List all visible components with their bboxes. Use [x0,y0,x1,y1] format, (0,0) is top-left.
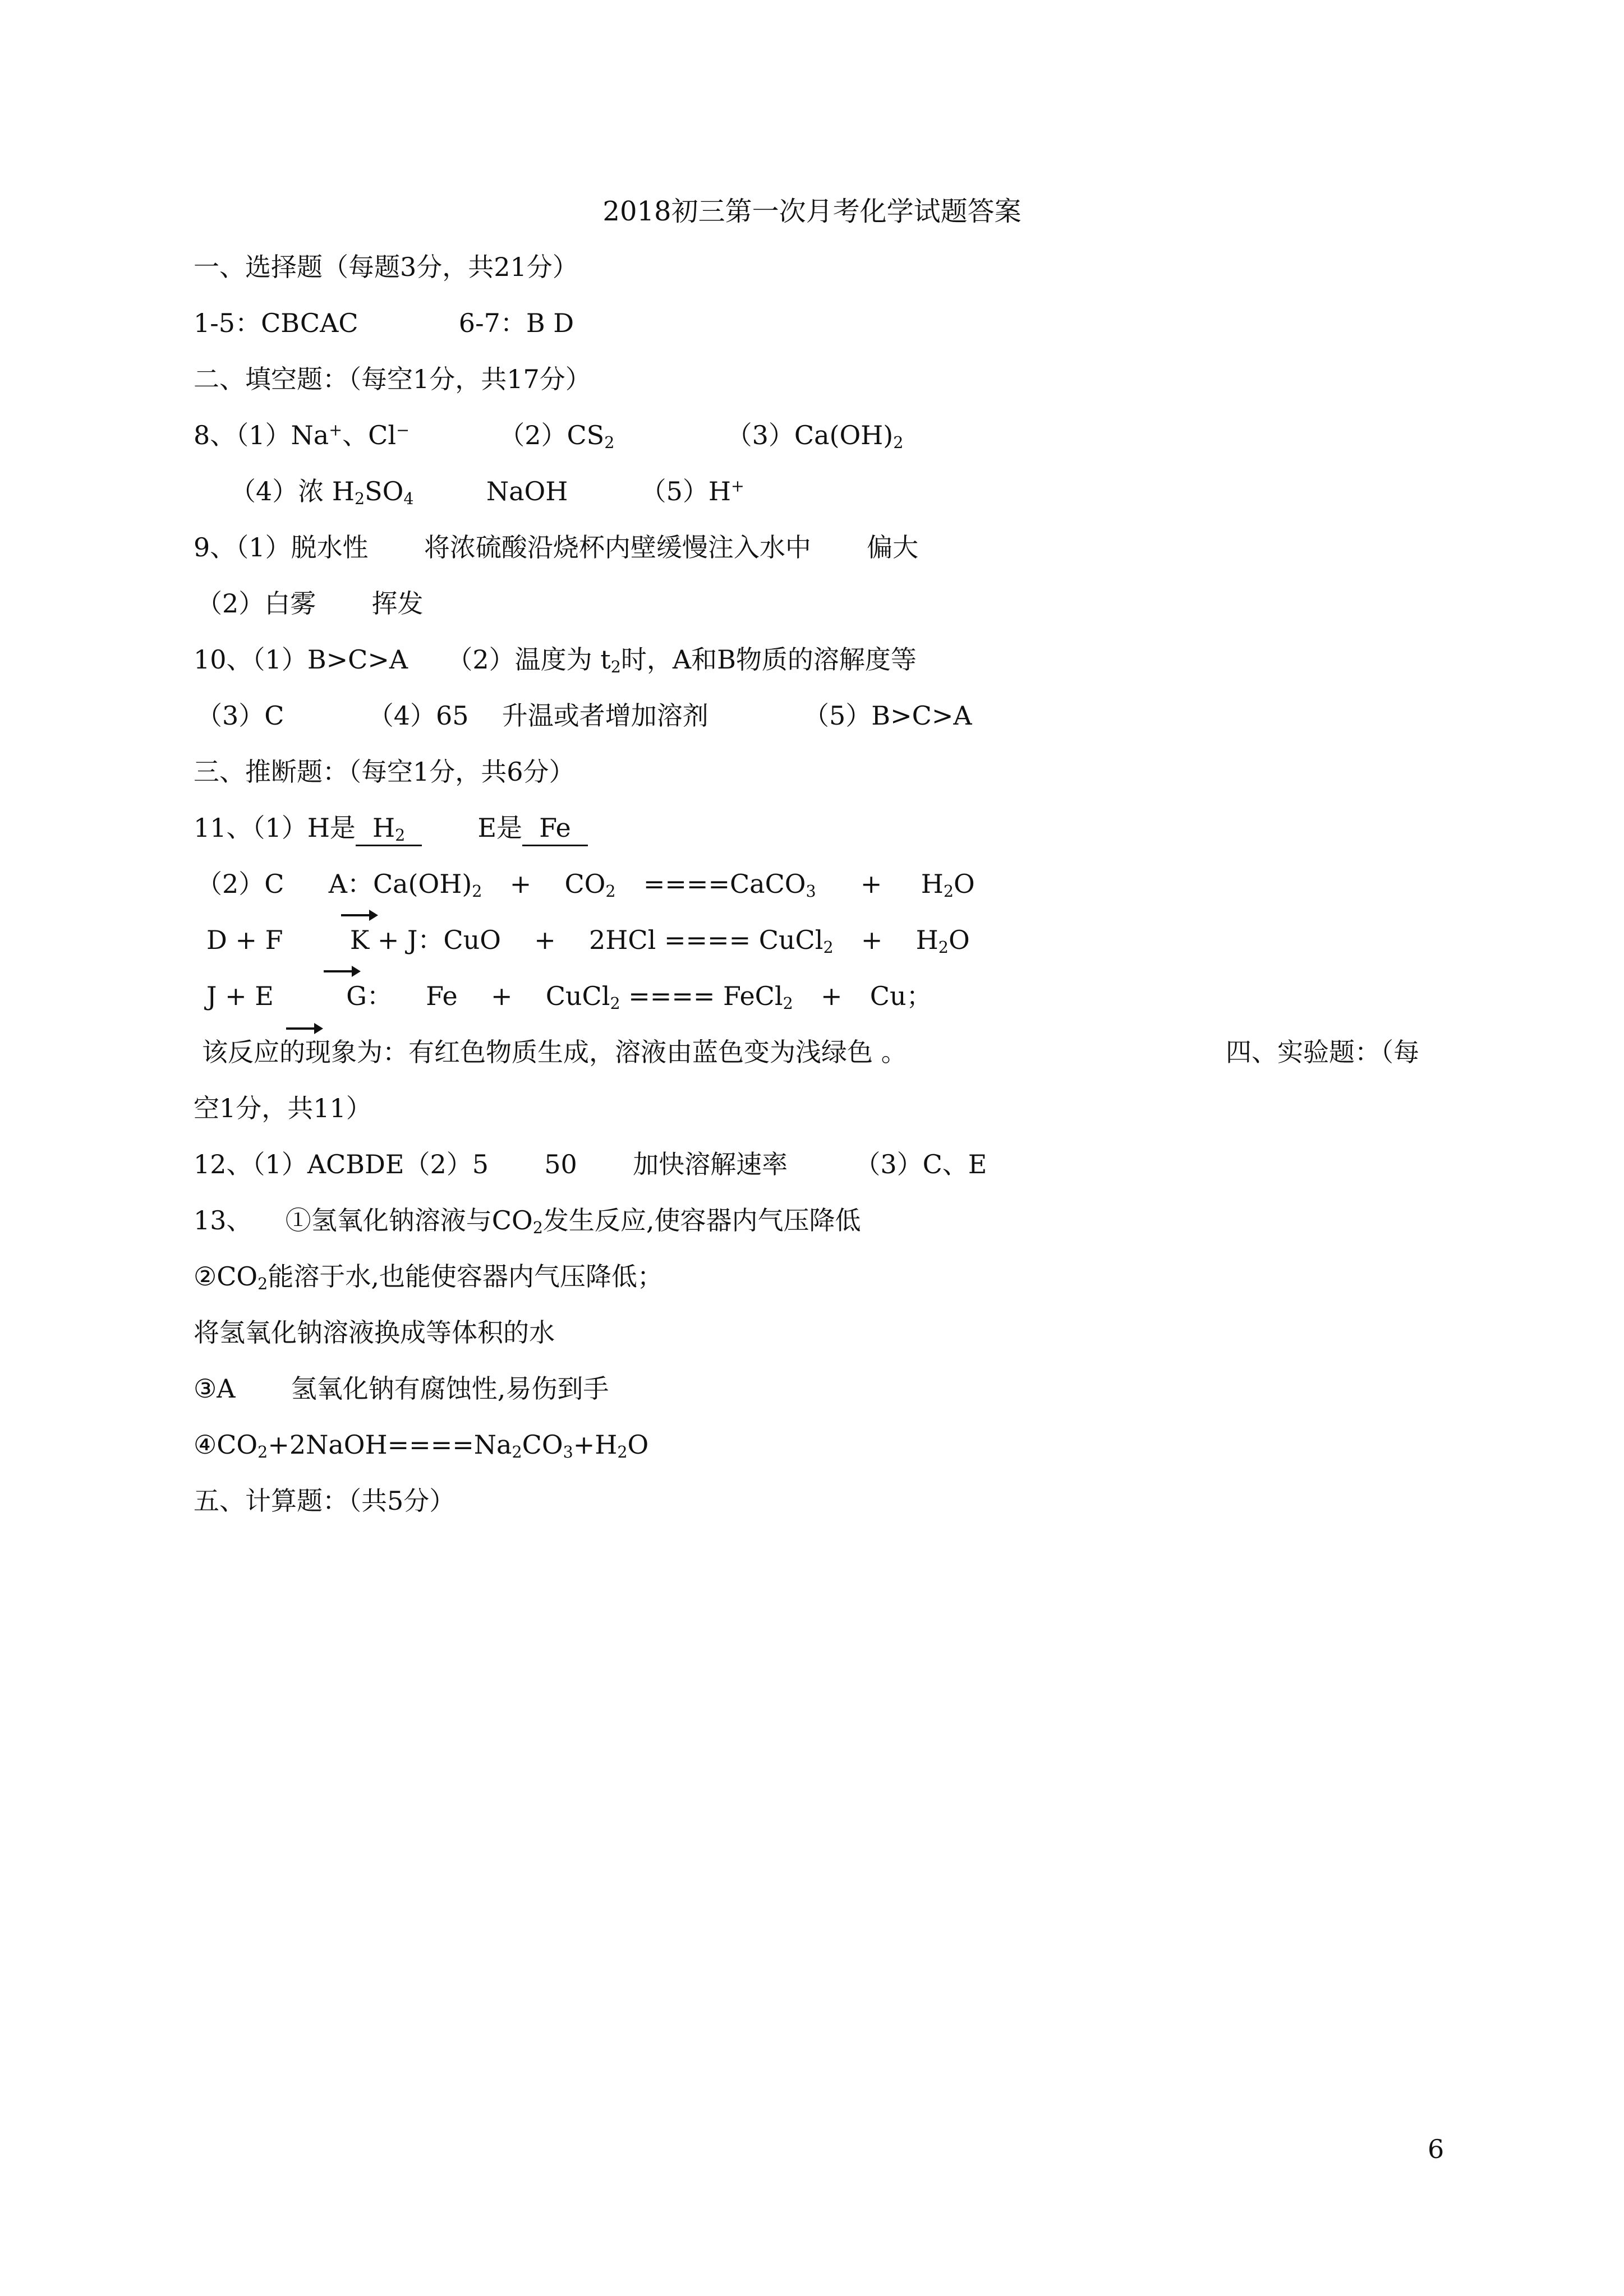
q11-r3h: Cu； [869,981,932,1011]
q8-p4-so: SO [365,476,404,506]
q13-b2: 能溶于水,也能使容器内气压降低； [268,1261,663,1292]
q11-r2e: + [861,925,883,955]
answer-row-1-7 [194,306,574,340]
q11-answer-fe: Fe [522,811,588,846]
q9-line-1 [194,531,918,564]
q11-r3-sub-b: 2 [783,994,793,1013]
q8-p1-na: （1）Na [236,420,329,450]
q11-r2-sub-b: 2 [938,938,949,957]
q13-sub-b: 2 [257,1275,268,1294]
q11-r3g: + [820,981,843,1011]
q13-e3: CO [522,1430,563,1460]
q10-line-1 [194,643,917,676]
q8-sup-minus: − [396,421,410,440]
section-3-heading: 三、推断题：（每空1分，共6分） [194,757,575,787]
q8-sub-2b: 2 [893,434,904,453]
answers-1-5: 1-5：CBCAC [194,308,358,338]
q9-c: 偏大 [867,532,919,563]
q12-b: 50 [544,1149,577,1179]
q8-line-2 [230,474,744,508]
q8-p3: （3）Ca(OH) [726,420,894,450]
q11-h-sub: 2 [395,826,406,845]
q11-r1e: ====CaCO [643,869,806,899]
q10-b2: 时，A和B物质的溶解度等 [620,644,917,675]
q13-a: ①氢氧化钠溶液与CO [285,1205,533,1235]
q11-r3-sub-a: 2 [610,994,620,1013]
q12-line [194,1147,987,1181]
q10-b: （2）温度为 t [447,644,611,675]
page-title: 2018初三第一次月考化学试题答案 [602,196,1022,227]
q10-f: （5）B>C>A [803,700,972,731]
q12-c: 加快溶解速率 [633,1149,788,1179]
q11-r1d: CO [564,869,606,899]
q11-r3d: + [490,981,513,1011]
q11-r2c: + [534,925,556,955]
q11-reaction-1 [196,867,975,901]
q8-p2: （2）CS [499,420,605,450]
q11-reaction-3 [206,979,932,1013]
reaction-arrow-3 [286,1027,321,1030]
q8-p4: （4）浓 H [230,476,355,506]
q13-sub-e3: 3 [563,1443,573,1462]
q13-line-5 [194,1428,648,1461]
q11-r1h: O [954,869,975,899]
q8-line-1 [194,418,903,452]
q11-r2f: H [915,925,938,955]
q12-a: （1）ACBDE（2）5 [252,1149,489,1179]
q13-d2: 氢氧化钠有腐蚀性,易伤到手 [291,1373,609,1404]
q8-sub-2c: 2 [355,490,365,509]
q10-d: （4）65 [367,700,469,731]
q8-sup-plus-2: + [730,477,744,496]
q10-c: （3）C [196,700,284,731]
q13-sub-e2: 2 [512,1443,522,1462]
q11-r1-sub-c: 3 [806,882,816,901]
page-number: 6 [1428,2134,1444,2164]
q11-r2d: 2HCl ==== CuCl [589,925,823,955]
q8-p1-cl: 、Cl [342,420,397,450]
q13-b: ②CO [194,1261,258,1292]
q13-e4: +H [573,1430,618,1460]
q9-e: 挥发 [371,588,424,619]
q13-line-3: 将氢氧化钠溶液换成等体积的水 [194,1317,555,1348]
q8-p5: （5）H [640,476,731,506]
q13-a2: 发生反应,使容器内气压降低 [542,1205,861,1235]
q11-r2g: O [948,925,970,955]
q13-sub-e4: 2 [617,1443,628,1462]
q12-number: 12、 [194,1149,252,1179]
q9-a: （1）脱水性 [236,532,369,563]
section-4-heading-part1: 四、实验题：（每 [1226,1037,1419,1067]
q9-line-2 [196,587,424,620]
q11-r3b: G： [346,981,393,1011]
q11-r3e: CuCl [545,981,610,1011]
q10-sub-2: 2 [610,658,621,677]
q11-line-1 [194,811,588,846]
q13-e: ④CO [194,1430,258,1460]
reaction-arrow-2 [324,970,358,972]
q13-line-1 [194,1204,861,1237]
q11-answer-h [356,811,422,846]
reaction-arrow-1 [341,914,376,916]
q11-e: E是 [477,813,523,843]
section-2-heading: 二、填空题：（每空1分，共17分） [194,364,591,394]
q11-h: H [372,813,395,843]
q11-r1b: A：Ca(OH) [328,869,472,899]
q10-line-2 [196,699,972,732]
q13-e2: +2NaOH====Na [268,1430,512,1460]
q8-sub-4: 4 [403,490,414,509]
q11-r1f: + [860,869,882,899]
q8-number: 8、 [194,420,236,450]
q13-sub-a: 2 [532,1219,543,1238]
q11-r1-sub-b: 2 [605,882,616,901]
q13-line-4 [194,1372,609,1405]
q11-r1c: + [509,869,532,899]
q10-a: （1）B>C>A [252,644,408,675]
q13-e5: O [627,1430,649,1460]
q13-d: ③A [194,1373,236,1404]
q11-r1-sub-a: 2 [472,882,482,901]
q12-d: （3）C、E [854,1149,987,1179]
q9-b: 将浓硫酸沿烧杯内壁缓慢注入水中 [424,532,811,563]
q11-r2-sub-a: 2 [823,938,834,957]
q11-r3f: ==== FeCl [628,981,783,1011]
q10-number: 10、 [194,644,252,675]
q13-line-2 [194,1260,663,1293]
q11-r2a: D + F [206,925,283,955]
q11-number: 11、 [194,813,252,843]
section-4-heading-part2: 空1分，共11） [194,1093,372,1123]
section-5-heading: 五、计算题：（共5分） [194,1486,456,1516]
q11-r2b: K + J：CuO [349,925,501,955]
q8-sub-2a: 2 [604,434,615,453]
q11-observation: 该反应的现象为：有红色物质生成，溶液由蓝色变为浅绿色 。 [202,1037,907,1067]
answers-6-7: 6-7：B D [458,308,574,338]
q11-r1-sub-d: 2 [943,882,954,901]
q11-reaction-2 [206,923,970,957]
q9-d: （2）白雾 [196,588,316,619]
section-1-heading: 一、选择题（每题3分，共21分） [194,252,578,282]
q11-a: （1）H是 [252,813,356,843]
q9-number: 9、 [194,532,236,563]
q11-r1g: H [921,869,944,899]
q8-naoh: NaOH [486,476,568,506]
q13-sub-e1: 2 [257,1443,268,1462]
q13-number: 13、 [194,1205,252,1235]
q11-r1a: （2）C [196,869,284,899]
q10-e: 升温或者增加溶剂 [502,700,709,731]
q11-r3a: J + E [206,981,274,1011]
q8-sup-plus: + [329,421,343,440]
q11-r3c: Fe [426,981,458,1011]
